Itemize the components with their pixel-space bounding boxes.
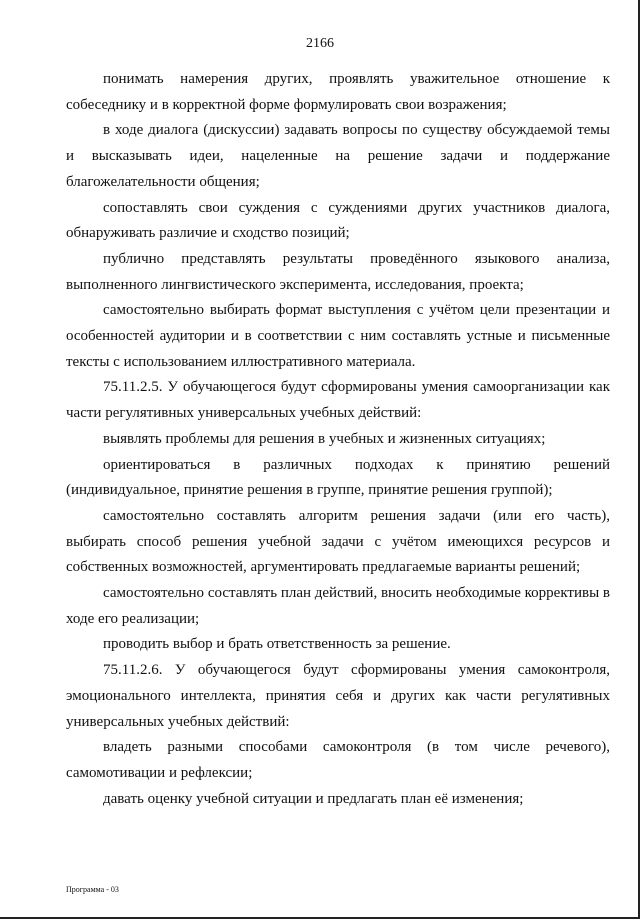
paragraph-10: самостоятельно составлять план действий, вносить необходимые коррективы в ходе его реализации;: [66, 585, 610, 627]
paragraph-2: в ходе диалога (дискуссии) задавать вопросы по существу обсуждаемой темы и высказывать идеи, нацеленные на решение задачи и поддержание благожелательности общения;: [66, 122, 610, 190]
paragraph-1: понимать намерения других, проявлять уважительное отношение к собеседнику и в корректной форме формулировать свои возражения;: [66, 71, 610, 113]
footer-program-label: Программа - 03: [66, 885, 119, 894]
page-number: 2166: [306, 36, 334, 51]
paragraph-4: публично представлять результаты проведённого языкового анализа, выполненного лингвистического эксперимента, исследования, проекта;: [66, 250, 610, 293]
paragraph-5: самостоятельно выбирать формат выступления с учётом цели презентации и особенностей аудитории и в соответствии с ним составлять устные и письменные тексты с использованием иллюстративного материала.: [66, 302, 610, 370]
paragraph-7: выявлять проблемы для решения в учебных и жизненных ситуациях;: [103, 430, 546, 447]
paragraph-13: владеть разными способами самоконтроля (в том числе речевого), самомотивации и рефлексии;: [66, 739, 610, 781]
paragraph-14: давать оценку учебной ситуации и предлагать план её изменения;: [103, 790, 524, 807]
paragraph-3: сопоставлять свои суждения с суждениями других участников диалога, обнаруживать различие и сходство позиций;: [66, 199, 610, 242]
paragraph-11: проводить выбор и брать ответственность за решение.: [103, 636, 451, 653]
section-75-11-2-6-heading: 75.11.2.6. У обучающегося будут сформированы умения самоконтроля, эмоционального интеллекта, принятия себя и других как части регулятивных универсальных учебных действий:: [66, 662, 610, 730]
paragraph-9: самостоятельно составлять алгоритм решения задачи (или его часть), выбирать способ решения учебной задачи с учётом имеющихся ресурсов и собственных возможностей, аргументировать предлагаемые варианты решений;: [66, 507, 610, 576]
paragraph-8: ориентироваться в различных подходах к принятию решений (индивидуальное, принятие решения в группе, принятие решения группой);: [66, 456, 610, 499]
section-75-11-2-5-heading: 75.11.2.5. У обучающегося будут сформированы умения самоорганизации как части регулятивных универсальных учебных действий:: [66, 379, 610, 422]
document-body: [66, 67, 610, 812]
